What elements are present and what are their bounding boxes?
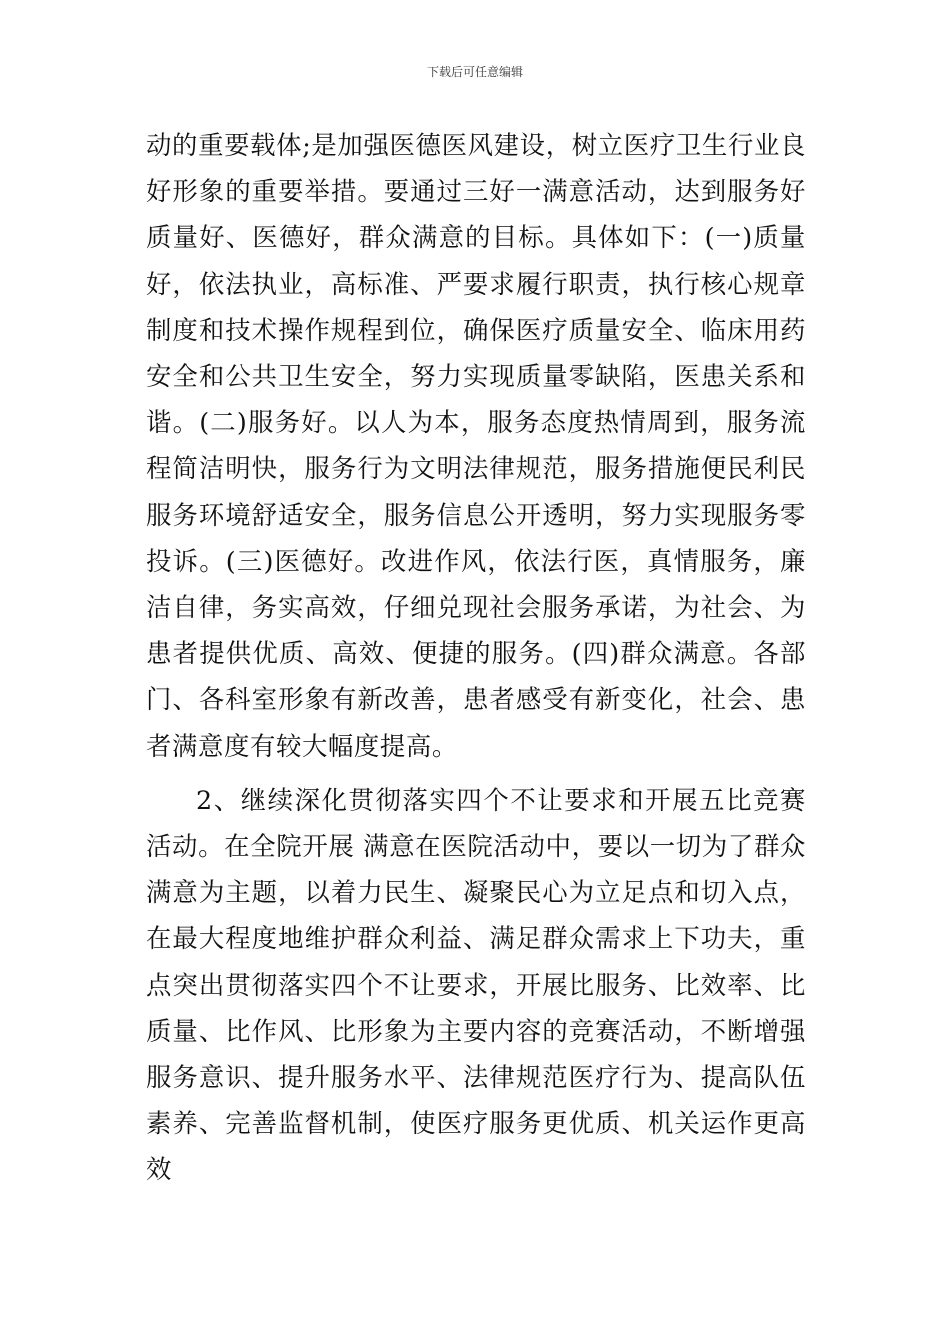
paragraph-2: 2、继续深化贯彻落实四个不让要求和开展五比竞赛活动。在全院开展 满意在医院活动中，要以一切为了群众满意为主题，以着力民生、凝聚民心为立足点和切入点，在最大程度地维护群众利益、满足群众需求上下功夫，重点突出贯彻落实四个不让要求，开展比服务、比效率、比质量、比作风、比形象为主要内容的竞赛活动，不断增强服务意识、提升服务水平、法律规范医疗行为、提高队伍素养、完善监督机制，使医疗服务更优质、机关运作更高效 (146, 784, 806, 1185)
page-header: 下载后可任意编辑 (426, 65, 523, 79)
document-body (146, 122, 806, 1193)
paragraph-1: 动的重要载体;是加强医德医风建设，树立医疗卫生行业良好形象的重要举措。要通过三好一满意活动，达到服务好质量好、医德好，群众满意的目标。具体如下：(一)质量好，依法执业，高标准、严要求履行职责，执行核心规章制度和技术操作规程到位，确保医疗质量安全、临床用药安全和公共卫生安全，努力实现质量零缺陷，医患关系和谐。(二)服务好。以人为本，服务态度热情周到，服务流程简洁明快，服务行为文明法律规范，服务措施便民利民服务环境舒适安全，服务信息公开透明，努力实现服务零投诉。(三)医德好。改进作风，依法行医，真情服务，廉洁自律，务实高效，仔细兑现社会服务承诺，为社会、为患者提供优质、高效、便捷的服务。(四)群众满意。各部门、各科室形象有新改善，患者感受有新变化，社会、患者满意度有较大幅度提高。 (146, 130, 806, 761)
